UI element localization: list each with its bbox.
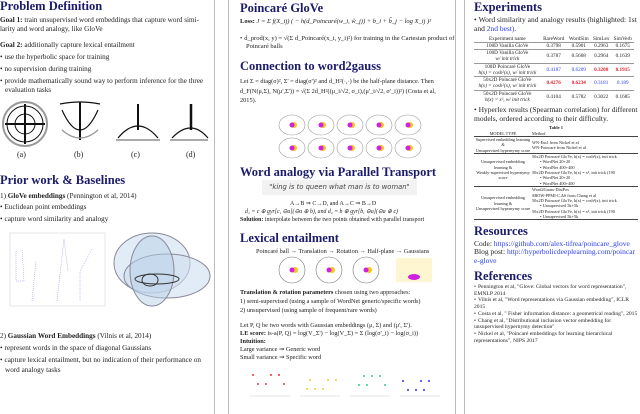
bullet: • represent words in the space of diagonal Gaussians [0, 344, 151, 353]
le-label: LE score: [240, 330, 266, 337]
table-cell: 0.2963 [591, 42, 612, 49]
bullet [474, 106, 638, 123]
bullet-cont: word analogy tasks [5, 366, 61, 374]
hyperlex-table [474, 131, 638, 221]
table-caption: Table 1 [549, 125, 563, 131]
method: 50x2D Poincaré GloVe, h(x) = cosh²(x), init trick [532, 197, 617, 203]
table-cell: 0.5782 [567, 90, 591, 103]
point [363, 375, 365, 377]
problem-title: Problem Definition [0, 0, 103, 13]
magenta-cluster [327, 268, 332, 273]
reference: • Vilnis et al, "Word representations via Gaussian embedding", ICLR 2015 [474, 297, 638, 310]
experiment-name: 100D Vanilla GloVe [474, 42, 541, 49]
point [428, 380, 430, 382]
magenta-cluster [319, 123, 324, 128]
analogy-quote: "king is to queen what man is to woman" [262, 180, 417, 195]
w2g-title: Connection to word2gauss [240, 59, 381, 73]
table-cell: 0.6234 [567, 77, 591, 90]
approach: 1) semi-supervised (using a sample of WordNet generic/specific words) [240, 298, 421, 305]
point [407, 389, 409, 391]
reference: • Nickel et al, "Poincaré embeddings for learning hierarchical representations", NIPS 2017 [474, 331, 638, 344]
resources-title: Resources [474, 224, 528, 239]
hyperlex-group [474, 154, 638, 187]
analogy-formula: d₁ = c ⊕ gyr[c, ⊖a](⊖a ⊕ b), and d₂ = b ⊕ gyr[b, ⊖a](⊖a ⊕ c) [245, 209, 398, 215]
bullet: • provide mathematically sound way to perform inference for the three [0, 77, 203, 86]
figure-a [3, 102, 47, 146]
model-type: Unsupervised hypernymy score [475, 205, 531, 211]
method: • Unsupervised 5k+5k [540, 214, 579, 219]
table-row [474, 42, 634, 49]
table-cell: 0.4104 [541, 90, 567, 103]
solution-text: interpolate between the two points obtained with parallel transport [263, 217, 425, 223]
bullet: • no supervision during training [0, 65, 91, 74]
reference: • Pennington et al, "Glove: Global vectors for word representation", EMNLP 2014 [474, 284, 638, 297]
point [358, 384, 360, 386]
col-method: Method [532, 130, 546, 136]
table-cell: 0.1915 [611, 63, 634, 76]
point [335, 379, 337, 381]
table-row [474, 77, 634, 90]
code-link[interactable]: https://github.com/alex-tifrea/poincare_glove [493, 238, 630, 248]
model-type: Unsupervised embedding learning & [481, 195, 525, 206]
table-cell: 0.189 [611, 77, 634, 90]
table-header: WordSim [568, 35, 589, 42]
method: SBOW-PPMI-C.ΔS from Chang et al [532, 192, 597, 198]
similarity-table [474, 36, 634, 103]
method: 50x2D Poincaré GloVe, h(x) = cosh²(x), init trick [532, 154, 617, 160]
bullet-text: Word similarity and analogy results (highlighted: 1st and [474, 15, 637, 33]
point [283, 383, 285, 385]
point [379, 375, 381, 377]
bullet-cont: ordered according to their difficulty. [499, 113, 609, 123]
table-cell: 0.3787 [541, 50, 567, 63]
reference: • Chang et al, "Distributional inclusion vector embedding for unsupervised hypernymy detection" [474, 318, 638, 331]
table-cell: 0.3208 [591, 63, 612, 76]
model-type: Supervised embedding learning & [475, 136, 531, 148]
fig-label: (a) [17, 150, 26, 159]
glove-title: GloVe embeddings [7, 192, 66, 200]
bullet-text: Hyperlex results (Spearman correlation) for different models, [474, 104, 638, 123]
gaussian-circle-plots [278, 113, 428, 161]
figure-c [116, 104, 160, 140]
analogy-rule: A→B ⇒ C→D, and A→C ⇒ B→D [290, 201, 377, 207]
experiment-name: 100D Poincaré GloVe h(x) = cosh²(x), w/ init trick [474, 63, 541, 76]
magenta-cluster [290, 123, 295, 128]
table-cell: 0.5901 [567, 42, 591, 49]
bullet: • Euclidean point embeddings [0, 203, 86, 212]
table-cell: 0.6209 [567, 63, 591, 76]
le-text: is-a(P, Q) = log(V_Σ') − log(V_Σ) = Σ (log(σ'_i) − log(σ_i)) [265, 330, 419, 337]
glove-cite: (Pennington et al, 2014) [65, 192, 137, 200]
bullet-cont: evaluation tasks [5, 86, 52, 94]
glove-and-gaussian-figures [2, 231, 212, 316]
method: 50x2D Poincaré GloVe, h(x) = x², init trick (190 [532, 208, 615, 214]
experiments-title: Experiments [474, 0, 543, 14]
table-cell: 0.1639 [611, 50, 634, 63]
goal2 [0, 41, 135, 50]
tr-line [240, 289, 410, 297]
method: • Unsupervised 5k+5k [540, 203, 579, 209]
small-variance: Small variance ⇒ Specific word [240, 354, 322, 361]
magenta-cluster [406, 123, 411, 128]
num: 2) [0, 332, 8, 340]
w2g-line: 2015). [240, 97, 257, 104]
gauss-line [0, 332, 151, 341]
bullet: • use the hyperbolic space for training [0, 53, 109, 62]
loss-label: Loss: [240, 18, 255, 25]
magenta-cluster [406, 146, 411, 151]
references-list [474, 284, 638, 344]
intuition: Intuition: [240, 338, 266, 345]
lexical-title: Lexical entailment [240, 231, 339, 245]
reference: • Costa et al, " Fisher information distance: a geometrical reading", 2015 [474, 311, 638, 318]
goal1 [0, 16, 199, 25]
hyperlex-group [474, 137, 638, 154]
point [306, 388, 308, 390]
magenta-cluster [377, 146, 382, 151]
large-variance: Large variance ⇒ Generic word [240, 346, 321, 353]
loss [240, 18, 431, 26]
point [252, 374, 254, 376]
method: • WordNet 20+20 [540, 175, 571, 181]
goal1-text: train unsupervised word embeddings that capture word simi- [22, 16, 200, 24]
blog-line [474, 248, 638, 265]
model-type: Unsupervised hypernymy score [475, 147, 531, 153]
magenta-cluster [290, 146, 295, 151]
right-column [474, 0, 638, 344]
magenta-cluster [408, 274, 420, 280]
blog-label: Blog post: [474, 247, 507, 257]
point [322, 388, 324, 390]
column-divider [214, 0, 215, 414]
solution-label: Solution: [240, 217, 264, 223]
table-cell: 0.1685 [611, 90, 634, 103]
point [423, 389, 425, 391]
le-score [240, 330, 418, 338]
approach: 2) unsupervised (using sample of frequent/rare words) [240, 307, 377, 314]
point [366, 384, 368, 386]
experiment-name: 50x2D Poincaré GloVe h(x) = x², w/ init trick [474, 90, 541, 103]
prior-title: Prior work & Baselines [0, 173, 126, 187]
w2g-line: Let Σ = diag(σ)², Σ' = diag(σ')² and d_H²(·,·) be the half-plane distance. Then [240, 78, 434, 85]
point [265, 383, 267, 385]
magenta-cluster [348, 146, 353, 151]
table-header: RareWord [543, 35, 565, 42]
table-row [474, 50, 634, 63]
table-cell: 0.4276 [541, 77, 567, 90]
table-cell: 0.3798 [541, 42, 567, 49]
table-row [474, 90, 634, 103]
model-type: Unsupervised embedding learning & [481, 159, 525, 170]
letp: Let P, Q be two words with Gaussian embeddings (μ, Σ) and (μ', Σ'). [240, 322, 412, 329]
hyperlex-group [474, 187, 638, 220]
bullet: • capture lexical entailment, but no indication of their performance on [0, 356, 201, 365]
lexical-chain: Poincaré ball → Translation → Rotation → Half-plane → Gaussians [256, 248, 430, 255]
goal2-text: additionally capture lexical entailment [22, 41, 135, 49]
loss-formula: J = Σ f(X_ij) ( − h(d_Poincaré(w_i, w̃_j)) + b_i + b̃_j − log X_ij )² [254, 18, 432, 25]
table-cell: 0.1675 [611, 42, 634, 49]
w2g-line: d_F(N(μ,Σ), N(μ',Σ')) = √(Σ 2d_H²((μ_i/√2, σ_i),(μ'_i/√2, σ'_i))²) (Costa et al, [240, 88, 436, 95]
magenta-cluster [290, 268, 295, 273]
goal1-label: Goal 1: [0, 16, 23, 24]
table-cell: 0.4187 [541, 63, 567, 76]
code-label: Code: [474, 238, 494, 248]
point [270, 374, 272, 376]
point [402, 380, 404, 382]
hyperbolic-tiling-figures [0, 100, 210, 150]
bullet: • d_prod(x, y) = √(Σ d_Poincaré(x_i, y_i)²) for training in the Cartesian product of [240, 35, 454, 43]
fig-label: (b) [74, 150, 84, 159]
analogy-title: Word analogy via Parallel Transport [240, 165, 437, 179]
table-cell: 0.5668 [567, 50, 591, 63]
point [278, 374, 280, 376]
table-row [474, 63, 634, 76]
method: 50x2D Poincaré GloVe, h(x) = x², init trick (190 [532, 170, 615, 176]
experiment-name: 100D Vanilla GloVe w/ init trick [474, 50, 541, 63]
num: 1) [0, 192, 8, 200]
table-cell: 0.3022 [591, 90, 612, 103]
method: • WordNet 20+20 [540, 159, 571, 165]
method: Word2Gauss-DistPos [532, 187, 569, 193]
column-divider [464, 0, 465, 414]
fig-label: (d) [186, 150, 196, 159]
column-divider [455, 0, 456, 414]
method: • WordNet 400+400 [540, 180, 575, 186]
column-divider [228, 0, 229, 414]
word-scatter-plots [245, 370, 440, 400]
method: WN-Eucl from Nickel et al [532, 139, 579, 145]
table-cell: 0.3181 [591, 77, 612, 90]
method: WN-Poincaré from Nickel et al [532, 145, 586, 150]
tr-text: chosen using two approaches: [333, 289, 411, 296]
goal2-label: Goal 2: [0, 41, 23, 49]
magenta-cluster [377, 123, 382, 128]
point [420, 380, 422, 382]
gauss-cite: (Vilnis et al, 2014) [95, 332, 152, 340]
point [309, 379, 311, 381]
goal1-text2: larity and word analogy, like GloVe [0, 25, 103, 33]
references-title: References [474, 268, 533, 283]
blog-link[interactable]: http://hyperbolicdeeplearning.com/poincare-glove [474, 247, 636, 265]
bullet-cont: 2nd best). [486, 24, 517, 33]
model-type: Weakly-supervised hypernymy score [476, 170, 530, 181]
magenta-cluster [319, 146, 324, 151]
table-header: SimLex [592, 35, 610, 42]
magenta-cluster [348, 123, 353, 128]
tr-label: Translation & rotation parameters [240, 289, 334, 296]
poincare-title: Poincaré GloVe [240, 1, 324, 15]
glove-line [0, 192, 137, 201]
solution [240, 217, 424, 224]
figure-b [60, 102, 100, 140]
gauss-title: Gaussian Word Embeddings [7, 332, 96, 340]
point [327, 379, 329, 381]
magenta-cluster [364, 268, 369, 273]
table-cell: 0.2964 [591, 50, 612, 63]
table-header: SimVerb [613, 35, 632, 42]
table-header: Experiment name [489, 35, 526, 42]
point [415, 389, 417, 391]
point [314, 388, 316, 390]
col-model: MODEL TYPE [489, 130, 517, 136]
bullet [474, 16, 638, 33]
bullet: • capture word similarity and analogy [0, 215, 108, 224]
point [384, 384, 386, 386]
bullet-cont: Poincaré balls [246, 43, 283, 50]
lexical-transform-plots [276, 256, 436, 284]
method: • WordNet 400+400 [540, 164, 575, 170]
point [257, 383, 259, 385]
fig-label: (c) [131, 150, 140, 159]
experiment-name: 50x2D Poincaré GloVe h(x) = cosh²(x), w/ init trick [474, 77, 541, 90]
figure-d [170, 104, 208, 140]
point [371, 375, 373, 377]
